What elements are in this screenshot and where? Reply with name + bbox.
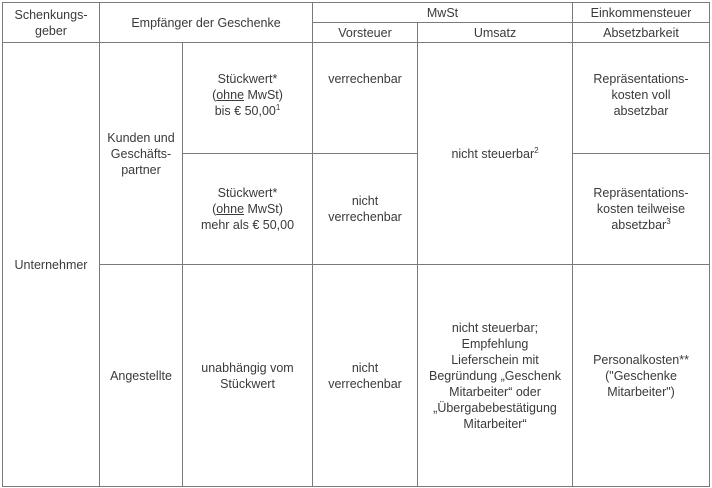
vorsteuer-high-line1: nicht xyxy=(351,194,379,208)
unabhaengig-line1: unabhängig vom xyxy=(201,360,294,375)
cell-est-high xyxy=(573,154,710,265)
stueckwert-high-line2 xyxy=(187,201,308,217)
cell-est-ang xyxy=(573,265,710,487)
umsatz-ang-line4: Begründung „Geschenk xyxy=(429,368,562,383)
est-low-line3: absetzbar xyxy=(613,104,669,118)
header-umsatz: Umsatz xyxy=(418,23,573,43)
cell-kunden-line1: Kunden und xyxy=(107,130,175,145)
cell-est-low xyxy=(573,43,710,154)
gift-tax-table xyxy=(2,2,710,487)
cell-stueckwert-low xyxy=(183,43,313,154)
umsatz-ang-line2: Empfehlung xyxy=(461,336,529,351)
header-vorsteuer: Vorsteuer xyxy=(313,23,418,43)
cell-stueckwert-high xyxy=(183,154,313,265)
umsatz-ang-line7: Mitarbeiter“ xyxy=(463,416,527,431)
est-high-line1: Repräsentations- xyxy=(593,186,689,200)
header-einkommensteuer: Einkommensteuer xyxy=(573,3,710,23)
umsatz-ang-line5: Mitarbeiter“ oder xyxy=(449,384,541,399)
cell-kunden-line3: partner xyxy=(121,162,161,177)
est-high-line2: kosten teilweise xyxy=(596,202,686,216)
umsatz-ang-line6: „Übergabebestätigung xyxy=(433,400,557,415)
cell-kunden-line2: Geschäfts- xyxy=(110,146,172,161)
cell-vorsteuer-low: verrechenbar xyxy=(313,43,418,154)
est-low-line1: Repräsentations- xyxy=(593,72,689,86)
stueckwert-low-line3 xyxy=(187,103,308,119)
stueckwert-low-mwst: MwSt) xyxy=(244,88,283,102)
est-ang-line2: ("Geschenke xyxy=(605,368,677,383)
header-schenkungsgeber-line2: geber xyxy=(35,23,67,38)
cell-vorsteuer-ang xyxy=(313,265,418,487)
umsatz-ang-line3: Lieferschein mit xyxy=(451,352,539,367)
stueckwert-low-line2 xyxy=(187,87,308,103)
est-low-line2: kosten voll xyxy=(611,88,671,102)
vorsteuer-ang-line1: nicht xyxy=(351,360,379,375)
header-empfaenger: Empfänger der Geschenke xyxy=(100,3,313,43)
vorsteuer-high-line2: verrechenbar xyxy=(328,210,402,224)
stueckwert-high-line1: Stückwert* xyxy=(217,186,278,200)
cell-umsatz-ang xyxy=(418,265,573,487)
stueckwert-low-amount: bis € 50,00 xyxy=(214,104,276,118)
stueckwert-low-line1: Stückwert* xyxy=(217,72,278,86)
stueckwert-low-paren: ( xyxy=(212,88,217,102)
stueckwert-high-line3: mehr als € 50,00 xyxy=(200,218,295,232)
est-ang-line3: Mitarbeiter") xyxy=(607,384,675,399)
footnote-3: 3 xyxy=(666,216,671,226)
header-schenkungsgeber-line1: Schenkungs- xyxy=(14,7,88,22)
stueckwert-high-ohne: ohne xyxy=(216,202,245,216)
footnote-1: 1 xyxy=(275,102,281,112)
header-schenkungsgeber xyxy=(3,3,100,43)
footnote-2: 2 xyxy=(534,145,539,155)
stueckwert-high-paren: ( xyxy=(212,202,217,216)
cell-unternehmer: Unternehmer xyxy=(3,43,100,487)
stueckwert-low-ohne: ohne xyxy=(216,88,245,102)
unabhaengig-line2: Stückwert xyxy=(220,376,275,391)
cell-unabhaengig xyxy=(183,265,313,487)
umsatz-kunden-text: nicht steuerbar xyxy=(451,146,535,161)
est-high-line3 xyxy=(577,217,705,233)
cell-umsatz-kunden xyxy=(418,43,573,265)
header-absetzbarkeit: Absetzbarkeit xyxy=(573,23,710,43)
umsatz-ang-line1: nicht steuerbar; xyxy=(451,320,539,335)
est-ang-line1: Personalkosten** xyxy=(593,352,689,367)
stueckwert-high-mwst: MwSt) xyxy=(244,202,283,216)
header-mwst: MwSt xyxy=(313,3,573,23)
est-high-absetzbar: absetzbar xyxy=(611,218,667,232)
cell-kunden xyxy=(100,43,183,265)
cell-angestellte: Angestellte xyxy=(100,265,183,487)
cell-vorsteuer-high xyxy=(313,154,418,265)
vorsteuer-ang-line2: verrechenbar xyxy=(328,376,402,391)
